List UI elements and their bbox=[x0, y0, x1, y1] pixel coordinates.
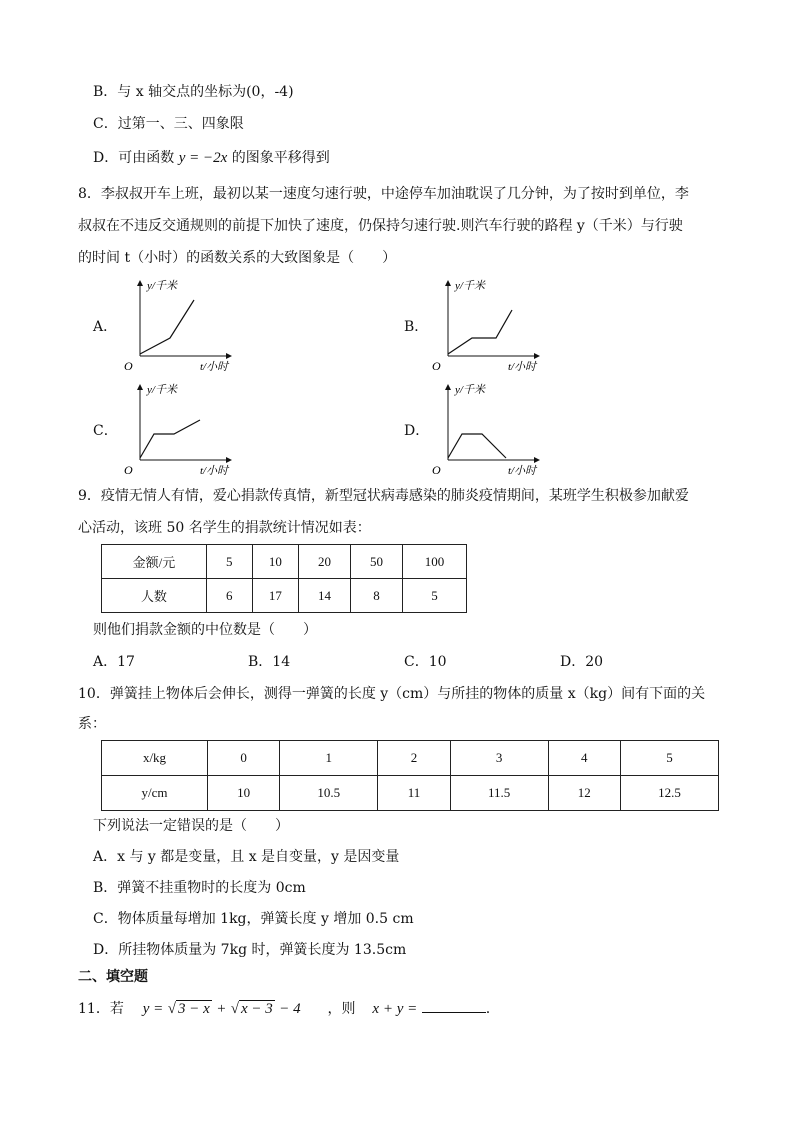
q8-graph-c bbox=[118, 380, 238, 476]
q10-stem-line2: 系： bbox=[78, 716, 106, 732]
q11-then: ，则 bbox=[327, 1001, 356, 1017]
q9-table-cell: 14 bbox=[299, 579, 351, 613]
q7-option-d-prefix: D．可由函数 bbox=[93, 150, 175, 166]
q9-option-a: A．17 bbox=[93, 654, 135, 670]
x-axis-label: t/小时 bbox=[508, 361, 537, 372]
q10-option-d: D．所挂物体质量为 7kg 时，弹簧长度为 13.5cm bbox=[93, 942, 407, 958]
q10-option-c: C．物体质量每增加 1kg，弹簧长度 y 增加 0.5 cm bbox=[93, 911, 414, 927]
distance-line bbox=[448, 434, 506, 458]
q9-stem-line2: 心活动，该班 50 名学生的捐款统计情况如表： bbox=[78, 520, 371, 536]
q7-option-d-function: y = −2x bbox=[178, 150, 228, 166]
q11-prefix: 11．若 bbox=[78, 1001, 124, 1017]
q10-option-b: B．弹簧不挂重物时的长度为 0cm bbox=[93, 880, 306, 896]
y-axis-arrow bbox=[445, 280, 451, 286]
distance-line bbox=[448, 310, 512, 354]
q8-stem-line2: 叔叔在不违反交通规则的前提下加快了速度，仍保持匀速行驶.则汽车行驶的路程 y（千米）与行驶 bbox=[78, 218, 683, 234]
x-axis-arrow bbox=[226, 457, 232, 463]
q7-option-c: C．过第一、三、四象限 bbox=[93, 116, 244, 132]
q10-table-cell: 5 bbox=[620, 741, 718, 776]
q9-table-header-amount: 金额/元 bbox=[102, 545, 207, 579]
q10-option-a: A．x 与 y 都是变量，且 x 是自变量，y 是因变量 bbox=[93, 849, 400, 865]
distance-line bbox=[140, 420, 200, 458]
q10-table-cell: 4 bbox=[548, 741, 620, 776]
q10-spring-table bbox=[101, 740, 719, 811]
q10-table-cell: 11 bbox=[378, 776, 450, 811]
y-axis-label: y/千米 bbox=[455, 384, 485, 396]
q9-table-cell: 5 bbox=[403, 579, 467, 613]
q8-option-b-label: B． bbox=[404, 319, 429, 335]
q7-option-d bbox=[93, 148, 330, 168]
q10-table-cell: 10.5 bbox=[280, 776, 378, 811]
q11-answer-blank[interactable] bbox=[422, 998, 486, 1013]
q11-lhs: y = bbox=[142, 1001, 164, 1017]
q10-table-cell: 12 bbox=[548, 776, 620, 811]
q9-option-d: D．20 bbox=[560, 654, 604, 670]
distance-line bbox=[140, 300, 194, 354]
y-axis-label: y/千米 bbox=[455, 280, 485, 292]
q11-tail: − 4 bbox=[279, 1001, 301, 1017]
q9-table-cell: 20 bbox=[299, 545, 351, 579]
q9-table-row-amount bbox=[102, 545, 467, 579]
q7-option-d-suffix: 的图象平移得到 bbox=[231, 150, 330, 166]
q9-option-c: C．10 bbox=[404, 654, 447, 670]
q11-radical-2: √ x − 3 bbox=[230, 1001, 273, 1017]
q8-stem-line3: 的时间 t（小时）的函数关系的大致图象是（ ） bbox=[78, 250, 397, 266]
q11-radicand-2: x − 3 bbox=[241, 1001, 273, 1017]
q10-table-cell: 11.5 bbox=[450, 776, 548, 811]
q8-stem-line1: 8．李叔叔开车上班，最初以某一速度匀速行驶，中途停车加油耽误了几分钟，为了按时到单位，李 bbox=[78, 186, 689, 202]
x-axis-arrow bbox=[226, 353, 232, 359]
q11-plus: + bbox=[216, 1001, 227, 1017]
q11-end: . bbox=[485, 1001, 491, 1017]
origin-label: O bbox=[432, 359, 441, 372]
q10-question: 下列说法一定错误的是（ ） bbox=[93, 818, 289, 834]
origin-label: O bbox=[124, 359, 133, 372]
origin-label: O bbox=[432, 463, 441, 476]
q9-table-cell: 50 bbox=[351, 545, 403, 579]
q8-option-c-label: C． bbox=[93, 423, 118, 439]
x-axis-label: t/小时 bbox=[200, 465, 229, 476]
x-axis-arrow bbox=[534, 353, 540, 359]
q10-table-cell: 12.5 bbox=[620, 776, 718, 811]
y-axis-arrow bbox=[137, 384, 143, 390]
section-fill-in-title: 二、填空题 bbox=[78, 969, 148, 985]
q9-table-cell: 17 bbox=[252, 579, 298, 613]
q9-table-header-count: 人数 bbox=[102, 579, 207, 613]
q9-stem-line1: 9．疫情无情人有情，爱心捐款传真情，新型冠状病毒感染的肺炎疫情期间，某班学生积极参加献爱 bbox=[78, 488, 689, 504]
q8-graph-d bbox=[426, 380, 546, 476]
origin-label: O bbox=[124, 463, 133, 476]
x-axis-label: t/小时 bbox=[200, 361, 229, 372]
y-axis-label: y/千米 bbox=[147, 280, 177, 292]
q8-option-a-label: A． bbox=[93, 319, 118, 335]
q9-table-cell: 6 bbox=[206, 579, 252, 613]
q10-table-cell: 2 bbox=[378, 741, 450, 776]
q10-table-cell: 10 bbox=[208, 776, 280, 811]
q9-question: 则他们捐款金额的中位数是（ ） bbox=[93, 622, 317, 638]
q10-table-row-length bbox=[102, 776, 719, 811]
y-axis-arrow bbox=[445, 384, 451, 390]
q8-option-d-label: D． bbox=[404, 423, 430, 439]
q10-table-cell: 3 bbox=[450, 741, 548, 776]
q11-radical-1: √ 3 − x bbox=[167, 1001, 210, 1017]
q9-table-cell: 10 bbox=[252, 545, 298, 579]
q7-option-b: B．与 x 轴交点的坐标为(0，-4) bbox=[93, 84, 294, 100]
q10-table-cell: 0 bbox=[208, 741, 280, 776]
q9-table-row-count bbox=[102, 579, 467, 613]
q9-table-cell: 100 bbox=[403, 545, 467, 579]
q9-table-cell: 8 bbox=[351, 579, 403, 613]
q9-table-cell: 5 bbox=[206, 545, 252, 579]
q10-table-header-length: y/cm bbox=[102, 776, 208, 811]
q10-table-header-mass: x/kg bbox=[102, 741, 208, 776]
x-axis-arrow bbox=[534, 457, 540, 463]
q10-table-cell: 1 bbox=[280, 741, 378, 776]
y-axis-label: y/千米 bbox=[147, 384, 177, 396]
q10-table-row-mass bbox=[102, 741, 719, 776]
y-axis-arrow bbox=[137, 280, 143, 286]
q8-graph-b bbox=[426, 276, 546, 372]
q11-expr: x + y = bbox=[372, 1001, 418, 1017]
q9-donation-table bbox=[101, 544, 467, 613]
q9-option-b: B．14 bbox=[248, 654, 291, 670]
q10-stem-line1: 10．弹簧挂上物体后会伸长，测得一弹簧的长度 y（cm）与所挂的物体的质量 x（kg）间有下面的关 bbox=[78, 686, 706, 702]
q8-graph-a bbox=[118, 276, 238, 372]
q11 bbox=[78, 998, 490, 1019]
q11-radicand-1: 3 − x bbox=[177, 1001, 210, 1017]
x-axis-label: t/小时 bbox=[508, 465, 537, 476]
